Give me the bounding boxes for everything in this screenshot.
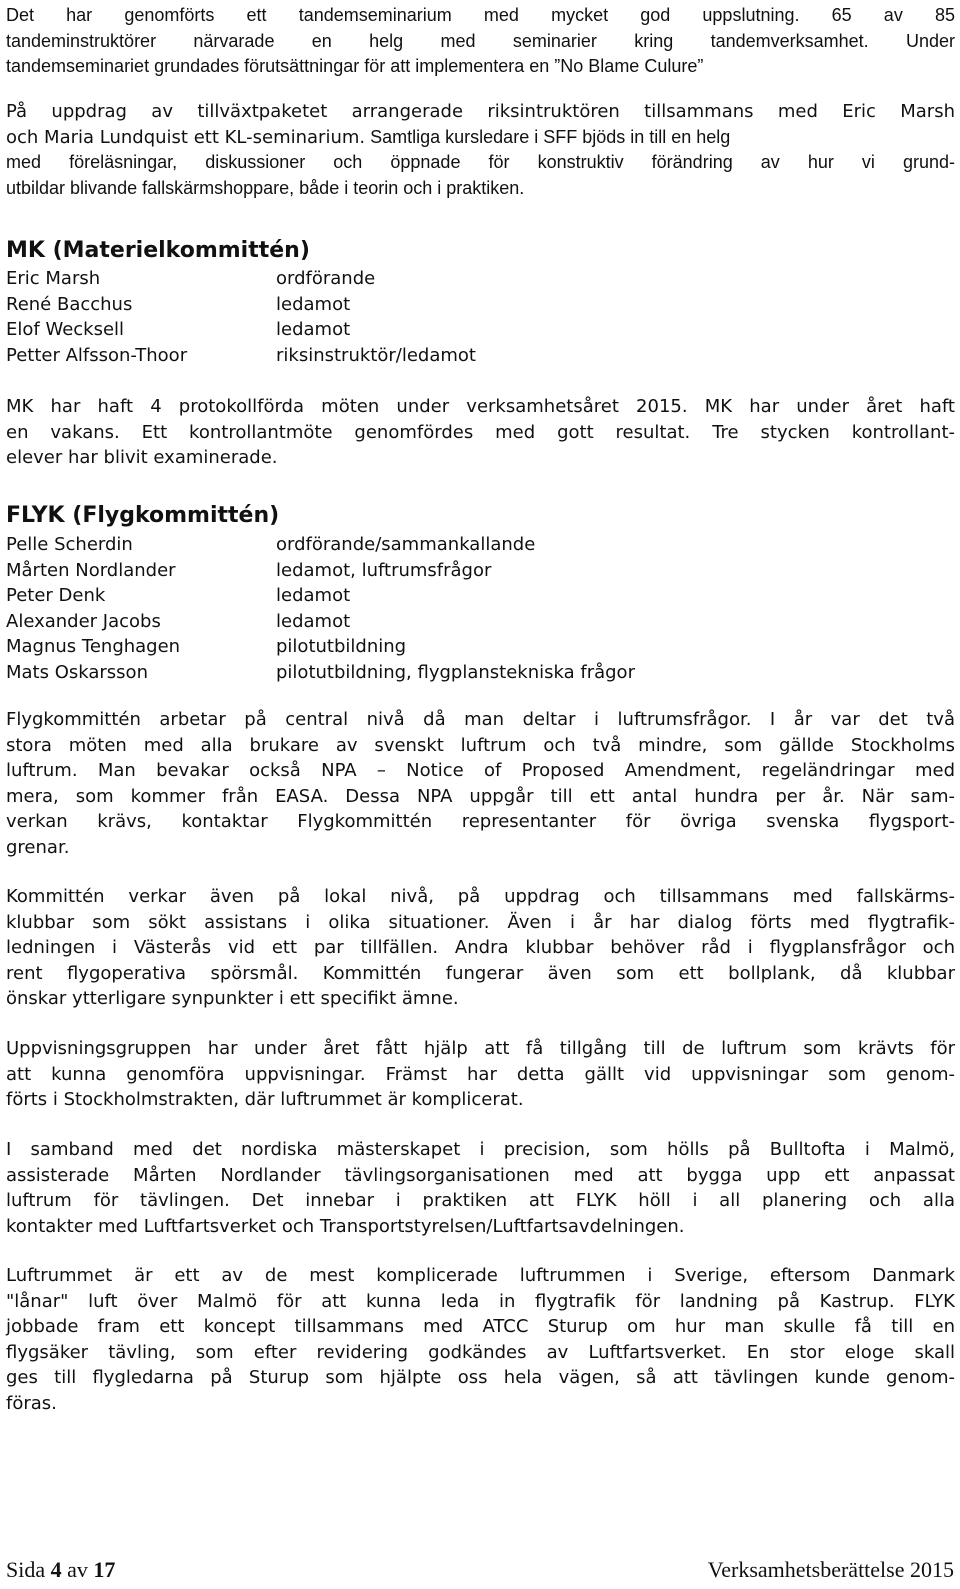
roster-row xyxy=(6,634,635,660)
member-role: ledamot xyxy=(276,293,351,315)
member-name: Pelle Scherdin xyxy=(6,534,133,555)
text-line: klubbar som sökt assistans i olika situationer. Även i år har dialog förts med flygtrafik- xyxy=(6,911,955,933)
text-line: verkan krävs, kontaktar Flygkommittén representanter för övriga svenska flygsport- xyxy=(6,811,955,832)
page-total: 17 xyxy=(93,1557,116,1582)
member-role: riksinstruktör/ledamot xyxy=(276,344,476,366)
text-line: elever har blivit examinerade. xyxy=(6,447,278,468)
text-line: "lånar" luft över Malmö för att kunna leda in flygtrafik för landning på Kastrup. FLYK xyxy=(6,1290,955,1312)
flyk-roster xyxy=(6,532,635,685)
text-line: tandeminstruktörer närvarade en helg med seminarier kring tandemverksamhet. Under xyxy=(6,30,955,51)
mk-roster xyxy=(6,266,476,368)
member-role: ledamot xyxy=(276,585,351,606)
member-role: ordförande xyxy=(276,268,376,289)
flyk-paragraph-2 xyxy=(6,884,955,1012)
text-line: rent flygoperativa spörsmål. Kommittén fungerar även som ett bollplank, då klubbar xyxy=(6,962,955,984)
intro-paragraph-2 xyxy=(6,99,955,201)
text-line: luftrum för tävlingen. Det innebar i praktiken att FLYK höll i all planering och alla xyxy=(6,1190,955,1211)
member-role: pilotutbildning xyxy=(276,636,407,657)
text-line: stora möten med alla brukare av svenskt luftrum och två mindre, som gällde Stockholms xyxy=(6,734,955,756)
member-name: Magnus Tenghagen xyxy=(6,636,181,657)
member-role: ledamot xyxy=(276,610,351,632)
text-line: att kunna genomföra uppvisningar. Främst har detta gällt vid uppvisningar som genom- xyxy=(6,1063,955,1085)
text-line: mera, som kommer från EASA. Dessa NPA uppgår till ett antal hundra per år. När sam- xyxy=(6,785,955,807)
text-line: assisterade Mårten Nordlander tävlingsorganisationen med att bygga upp ett anpassat xyxy=(6,1164,955,1186)
text-line: Flygkommittén arbetar på central nivå då man deltar i luftrumsfrågor. I år var det två xyxy=(6,709,955,730)
page-prefix: Sida xyxy=(6,1557,46,1582)
text-line: ges till flygledarna på Sturup som hjälpte oss hela vägen, så att tävlingen kunde genom- xyxy=(6,1367,955,1388)
text-line: en vakans. Ett kontrollantmöte genomfördes med gott resultat. Tre stycken kontrollant- xyxy=(6,421,955,443)
flyk-paragraph-4 xyxy=(6,1137,955,1239)
intro-paragraph-1 xyxy=(6,3,955,80)
roster-row xyxy=(6,317,476,343)
member-name: Eric Marsh xyxy=(6,268,101,289)
member-name: Mårten Nordlander xyxy=(6,559,176,581)
text-line: grenar. xyxy=(6,836,70,858)
text-line: Kommittén verkar även på lokal nivå, på uppdrag och tillsammans med fallskärms- xyxy=(6,886,955,907)
member-name: Peter Denk xyxy=(6,585,106,606)
text-line: Uppvisningsgruppen har under året fått hjälp att få tillgång till de luftrum som krävts för xyxy=(6,1038,955,1059)
member-role: ordförande/sammankallande xyxy=(276,534,536,555)
member-name: Alexander Jacobs xyxy=(6,610,161,632)
page-counter xyxy=(6,1557,115,1583)
roster-row xyxy=(6,609,635,635)
text-line: I samband med det nordiska mästerskapet i precision, som hölls på Bulltofta i Malmö, xyxy=(6,1139,955,1160)
page-mid: av xyxy=(67,1557,88,1582)
member-role: ledamot, luftrumsfrågor xyxy=(276,559,492,581)
text-line: jobbade fram ett koncept tillsammans med ATCC Sturup om hur man skulle få till en xyxy=(6,1316,955,1337)
roster-row xyxy=(6,292,476,318)
roster-row xyxy=(6,558,635,584)
roster-row xyxy=(6,583,635,609)
roster-row xyxy=(6,660,635,686)
roster-row xyxy=(6,266,476,292)
text-line: Luftrummet är ett av de mest komplicerade luftrummen i Sverige, eftersom Danmark xyxy=(6,1265,955,1286)
page-number: 4 xyxy=(50,1557,62,1582)
text-line: MK har haft 4 protokollförda möten under verksamhetsåret 2015. MK har under året haft xyxy=(6,396,955,417)
mk-paragraph xyxy=(6,394,955,471)
flyk-paragraph-5 xyxy=(6,1263,955,1416)
text-line: med föreläsningar, diskussioner och öppnade för konstruktiv förändring av hur vi grund- xyxy=(6,152,955,172)
member-name: Elof Wecksell xyxy=(6,319,125,340)
flyk-paragraph-1 xyxy=(6,707,955,860)
member-role: pilotutbildning, flygplanstekniska frågor xyxy=(276,661,635,683)
roster-row xyxy=(6,532,635,558)
text-line: luftrum. Man bevakar också NPA – Notice of Proposed Amendment, regeländringar med xyxy=(6,760,955,781)
mk-heading: MK (Materielkommittén) xyxy=(6,238,310,263)
flyk-heading: FLYK (Flygkommittén) xyxy=(6,503,280,528)
text-line: tandemseminariet grundades förutsättningar för att implementera en ”No Blame Culure” xyxy=(6,56,704,76)
roster-row xyxy=(6,343,476,369)
text-line: kontakter med Luftfartsverket och Transportstyrelsen/Luftfartsavdelningen. xyxy=(6,1215,685,1237)
text-line: förts i Stockholmstrakten, där luftrummet är komplicerat. xyxy=(6,1089,524,1110)
flyk-paragraph-3 xyxy=(6,1036,955,1113)
page-footer xyxy=(6,1557,954,1583)
member-role: ledamot xyxy=(276,319,351,340)
document-title: Verksamhetsberättelse 2015 xyxy=(707,1557,954,1582)
text-line: På uppdrag av tillväxtpaketet arrangerade riksintruktören tillsammans med Eric Marsh xyxy=(6,101,955,122)
text-line: ledningen i Västerås vid ett par tillfällen. Andra klubbar behöver råd i flygplansfrågor och xyxy=(6,937,955,958)
text-run: Samtliga kursledare i SFF bjöds in till en helg xyxy=(365,126,731,147)
text-line: flygsäker tävling, som efter revidering godkändes av Luftfartsverket. En stor eloge skall xyxy=(6,1341,955,1363)
text-line: Det har genomförts ett tandemseminarium med mycket god uppslutning. 65 av 85 xyxy=(6,5,955,25)
text-line: utbildar blivande fallskärmshoppare, både i teorin och i praktiken. xyxy=(6,177,525,198)
text-run: och Maria Lundquist ett KL-seminarium. xyxy=(6,126,366,148)
text-line: önskar ytterligare synpunkter i ett specifikt ämne. xyxy=(6,988,459,1009)
member-name: Petter Alfsson-Thoor xyxy=(6,344,188,366)
text-line: föras. xyxy=(6,1392,57,1414)
member-name: Mats Oskarsson xyxy=(6,661,148,683)
member-name: René Bacchus xyxy=(6,293,133,315)
text-line xyxy=(6,125,955,151)
